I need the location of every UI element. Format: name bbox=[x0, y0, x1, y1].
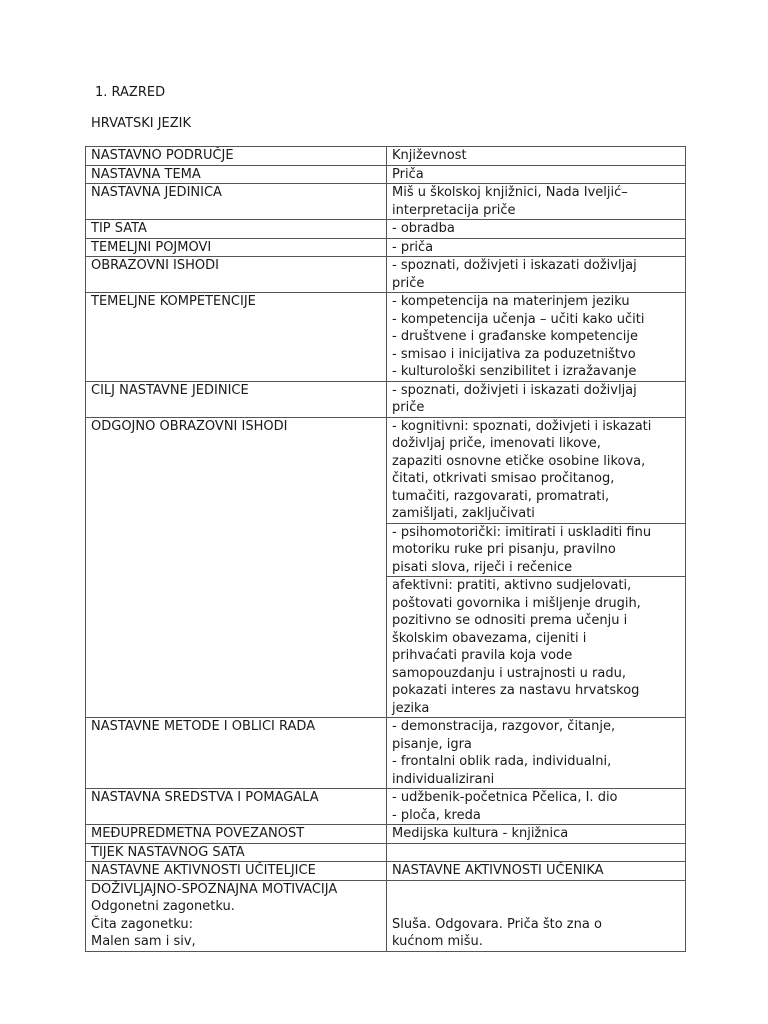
table-row bbox=[86, 257, 686, 293]
row-value: Priča bbox=[387, 165, 686, 184]
row-label: TEMELJNI POJMOVI bbox=[86, 238, 387, 257]
row-label: NASTAVNE METODE I OBLICI RADA bbox=[86, 718, 387, 789]
table-row bbox=[86, 165, 686, 184]
row-value: - spoznati, doživjeti i iskazati doživljaj priče bbox=[387, 257, 686, 293]
row-label: MEĐUPREDMETNA POVEZANOST bbox=[86, 825, 387, 844]
student-activities-header: NASTAVNE AKTIVNOSTI UČENIKA bbox=[387, 862, 686, 881]
table-row bbox=[86, 220, 686, 239]
row-label: NASTAVNO PODRUČJE bbox=[86, 147, 387, 166]
outcomes-row bbox=[86, 417, 686, 523]
table-row bbox=[86, 825, 686, 844]
row-label: NASTAVNA SREDSTVA I POMAGALA bbox=[86, 789, 387, 825]
row-value: - demonstracija, razgovor, čitanje, pisanje, igra - frontalni oblik rada, individualni, individualizirani bbox=[387, 718, 686, 789]
row-value: Medijska kultura - knjižnica bbox=[387, 825, 686, 844]
table-row bbox=[86, 238, 686, 257]
table-row bbox=[86, 381, 686, 417]
table-row bbox=[86, 789, 686, 825]
teacher-activities: DOŽIVLJAJNO-SPOZNAJNA MOTIVACIJA Odgonetni zagonetku. Čita zagonetku: Malen sam i siv, bbox=[86, 880, 387, 951]
table-row bbox=[86, 184, 686, 220]
table-row bbox=[86, 293, 686, 382]
row-value: Književnost bbox=[387, 147, 686, 166]
subject-heading: HRVATSKI JEZIK bbox=[91, 116, 192, 131]
row-value: Miš u školskoj knjižnici, Nada Iveljić– interpretacija priče bbox=[387, 184, 686, 220]
outcomes-label: ODGOJNO OBRAZOVNI ISHODI bbox=[86, 417, 387, 718]
outcomes-affective: afektivni: pratiti, aktivno sudjelovati, poštovati govornika i mišljenje drugih, pozitivno se odnositi prema učenju i školskim obavezama, cijeniti i prihvaćati pravila koja vode samopouzdanju i ustrajnosti u radu, pokazati interes za nastavu hrvatskog jezika bbox=[387, 577, 686, 718]
lesson-flow-empty bbox=[387, 843, 686, 862]
row-value: - spoznati, doživjeti i iskazati doživljaj priče bbox=[387, 381, 686, 417]
row-value: - priča bbox=[387, 238, 686, 257]
lesson-flow-label: TIJEK NASTAVNOG SATA bbox=[86, 843, 387, 862]
row-value: - obradba bbox=[387, 220, 686, 239]
lesson-flow-row bbox=[86, 843, 686, 862]
grade-heading: 1. RAZRED bbox=[95, 85, 166, 100]
row-label: NASTAVNA JEDINICA bbox=[86, 184, 387, 220]
student-activities: Sluša. Odgovara. Priča što zna o kućnom mišu. bbox=[387, 880, 686, 951]
lesson-plan-table bbox=[85, 146, 686, 952]
row-label: CILJ NASTAVNE JEDINICE bbox=[86, 381, 387, 417]
table-row bbox=[86, 718, 686, 789]
row-label: TEMELJNE KOMPETENCIJE bbox=[86, 293, 387, 382]
row-label: TIP SATA bbox=[86, 220, 387, 239]
activities-header-row bbox=[86, 862, 686, 881]
row-value: - kompetencija na materinjem jeziku - kompetencija učenja – učiti kako učiti - društvene i građanske kompetencije - smisao i inicijativa za poduzetništvo - kulturološki senzibilitet i izražavanje bbox=[387, 293, 686, 382]
row-label: OBRAZOVNI ISHODI bbox=[86, 257, 387, 293]
row-value: - udžbenik-početnica Pčelica, I. dio - ploča, kreda bbox=[387, 789, 686, 825]
table-row bbox=[86, 147, 686, 166]
outcomes-cognitive: - kognitivni: spoznati, doživjeti i iskazati doživljaj priče, imenovati likove, zapaziti osnovne etičke osobine likova, čitati, otkrivati smisao pročitanog, tumačiti, razgovarati, promatrati, zamišljati, zaključivati bbox=[387, 417, 686, 523]
teacher-activities-header: NASTAVNE AKTIVNOSTI UČITELJICE bbox=[86, 862, 387, 881]
activities-row bbox=[86, 880, 686, 951]
outcomes-psychomotor: - psihomotorički: imitirati i uskladiti finu motoriku ruke pri pisanju, pravilno pisati slova, riječi i rečenice bbox=[387, 523, 686, 577]
row-label: NASTAVNA TEMA bbox=[86, 165, 387, 184]
